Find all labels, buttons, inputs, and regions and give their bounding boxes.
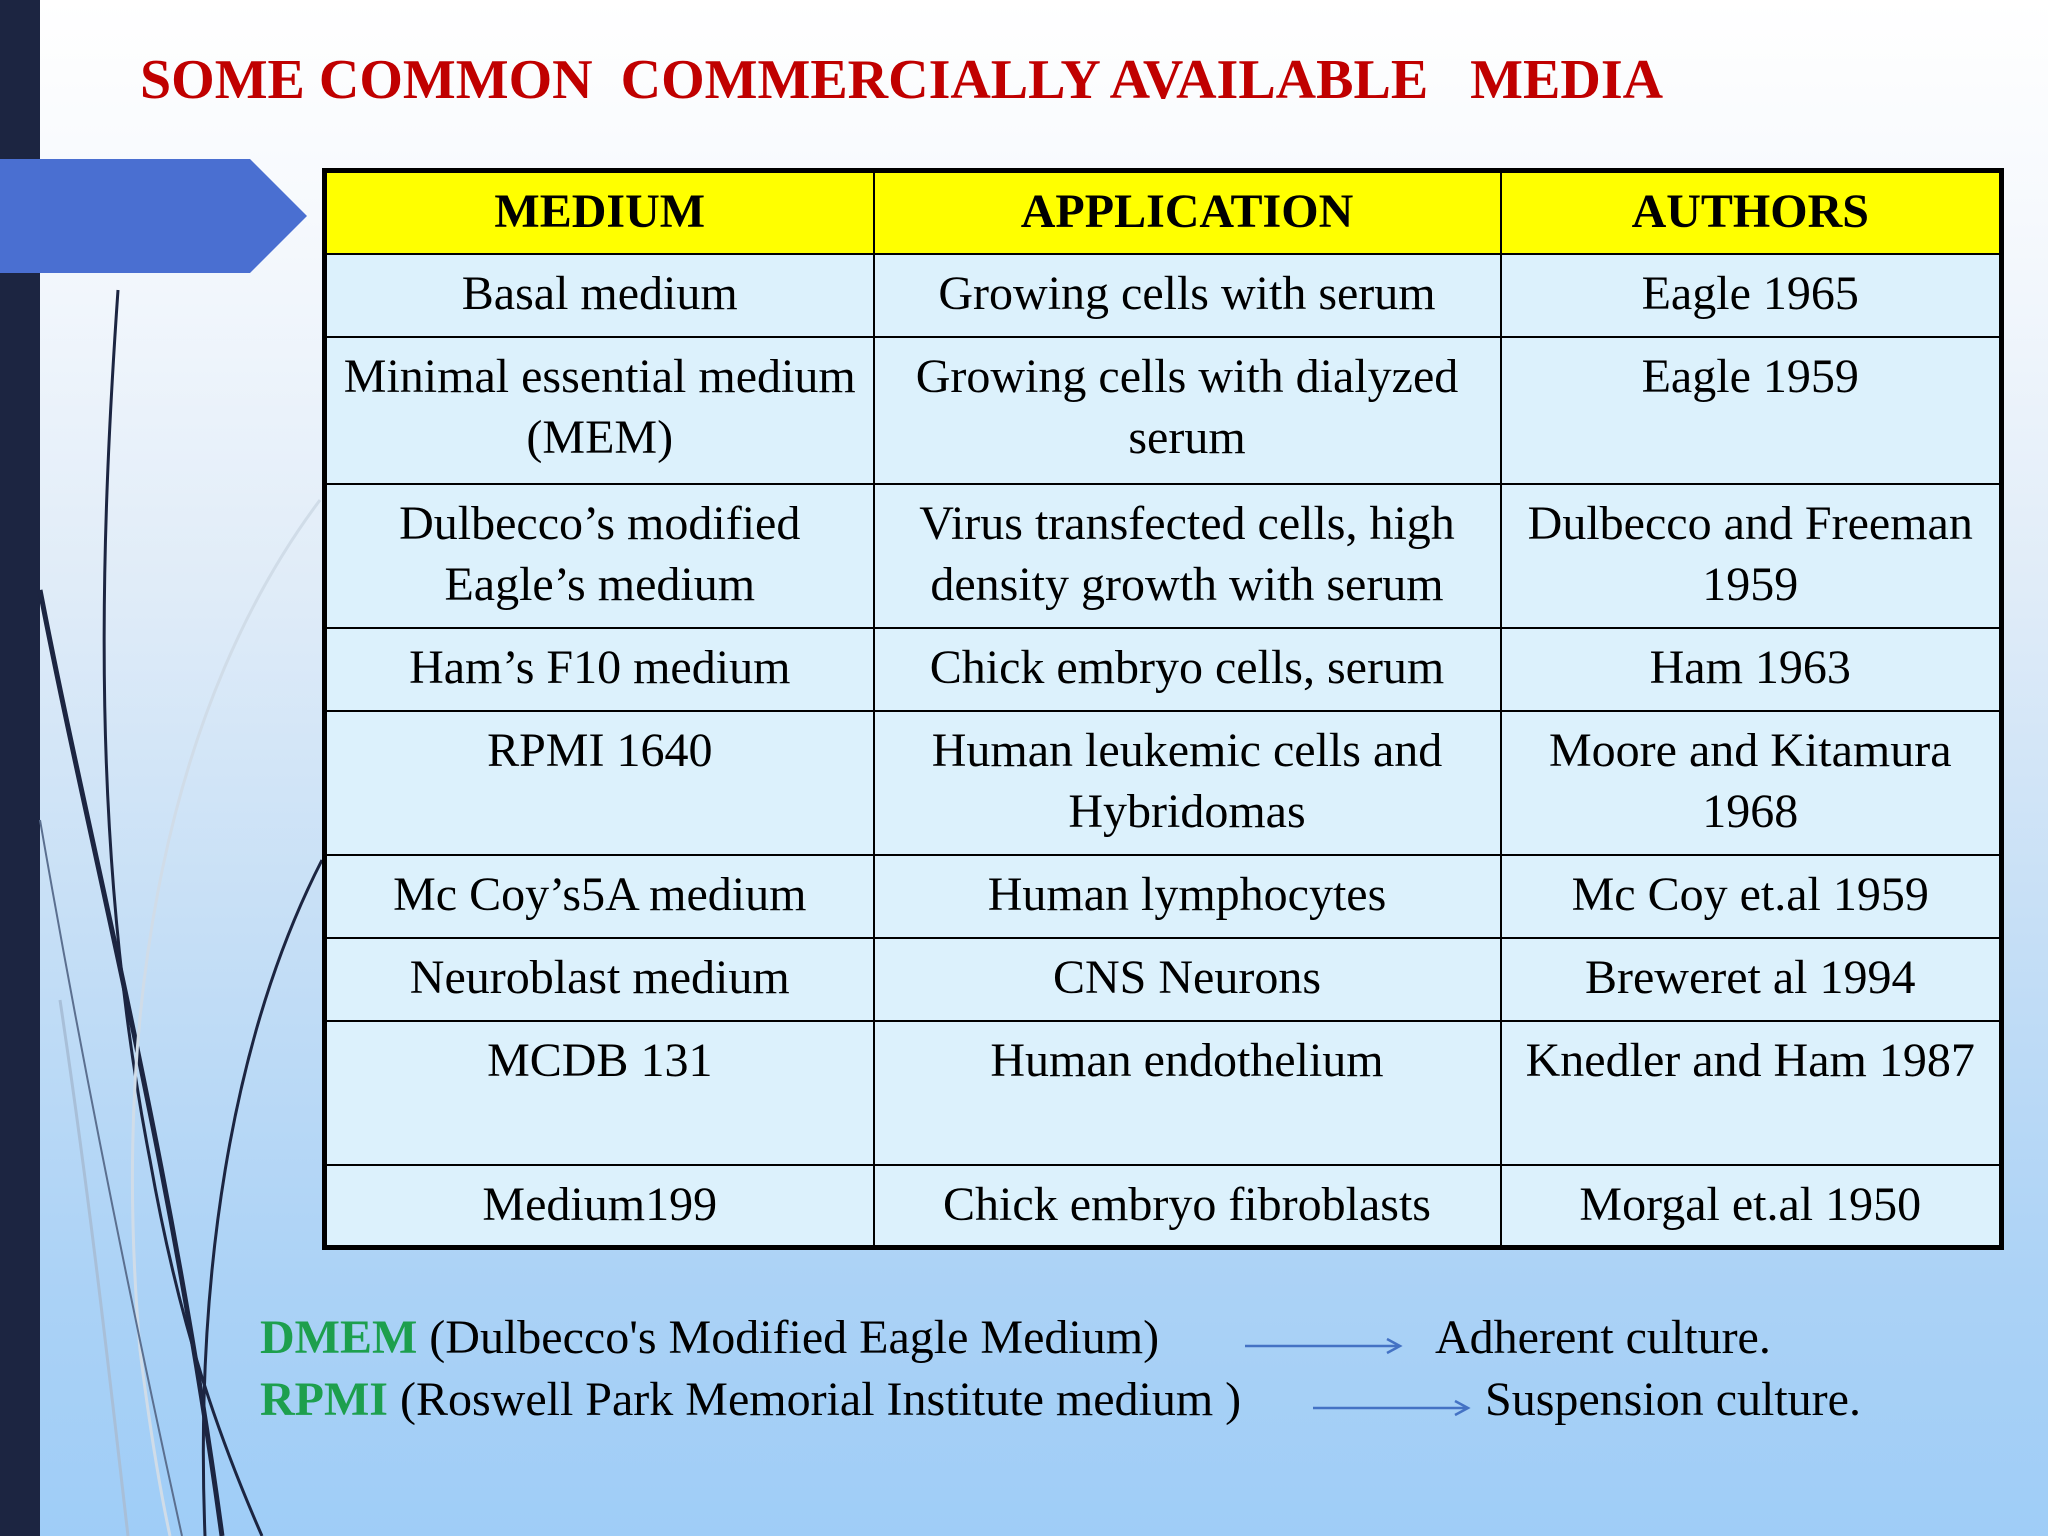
header-application: APPLICATION	[874, 171, 1501, 254]
table-row	[325, 711, 2002, 855]
table-row	[325, 337, 2002, 484]
note-dmem	[260, 1310, 2010, 1372]
note-abbr: RPMI	[260, 1373, 388, 1426]
cell-authors: Morgal et.al 1950	[1501, 1165, 2002, 1248]
note-full-name: (Roswell Park Memorial Institute medium )	[387, 1373, 1242, 1426]
table-row	[325, 855, 2002, 938]
cell-application: Human leukemic cells and Hybridomas	[874, 711, 1501, 855]
table-row	[325, 254, 2002, 337]
cell-medium: RPMI 1640	[325, 711, 874, 855]
cell-application: Chick embryo fibroblasts	[874, 1165, 1501, 1248]
cell-authors: Knedler and Ham 1987	[1501, 1021, 2002, 1165]
cell-application: Human endothelium	[874, 1021, 1501, 1165]
cell-medium: MCDB 131	[325, 1021, 874, 1165]
table-row	[325, 628, 2002, 711]
cell-medium: Ham’s F10 medium	[325, 628, 874, 711]
decorative-swooshes	[0, 0, 330, 1536]
header-medium: MEDIUM	[325, 171, 874, 254]
cell-authors: Moore and Kitamura 1968	[1501, 711, 2002, 855]
media-table	[322, 168, 2004, 1250]
table-row	[325, 484, 2002, 628]
cell-medium: Mc Coy’s5A medium	[325, 855, 874, 938]
cell-authors: Ham 1963	[1501, 628, 2002, 711]
slide-title: SOME COMMON COMMERCIALLY AVAILABLE MEDIA	[140, 49, 1664, 111]
cell-application: Growing cells with serum	[874, 254, 1501, 337]
cell-medium: Neuroblast medium	[325, 938, 874, 1021]
right-arrow-icon	[1245, 1336, 1405, 1356]
cell-application: CNS Neurons	[874, 938, 1501, 1021]
note-result: Adherent culture.	[1435, 1311, 1771, 1364]
cell-application: Growing cells with dialyzed serum	[874, 337, 1501, 484]
header-authors: AUTHORS	[1501, 171, 2002, 254]
note-abbr: DMEM	[260, 1311, 418, 1364]
media-notes	[260, 1310, 2010, 1434]
note-result: Suspension culture.	[1485, 1373, 1861, 1426]
table-row	[325, 1165, 2002, 1248]
cell-authors: Eagle 1959	[1501, 337, 2002, 484]
header-row	[325, 171, 2002, 254]
table-row	[325, 938, 2002, 1021]
cell-authors: Eagle 1965	[1501, 254, 2002, 337]
note-rpmi	[260, 1372, 2010, 1434]
cell-authors: Breweret al 1994	[1501, 938, 2002, 1021]
note-full-name: (Dulbecco's Modified Eagle Medium)	[417, 1311, 1160, 1364]
cell-medium: Basal medium	[325, 254, 874, 337]
cell-medium: Medium199	[325, 1165, 874, 1248]
cell-medium: Minimal essential medium (MEM)	[325, 337, 874, 484]
cell-application: Chick embryo cells, serum	[874, 628, 1501, 711]
cell-authors: Mc Coy et.al 1959	[1501, 855, 2002, 938]
cell-medium: Dulbecco’s modified Eagle’s medium	[325, 484, 874, 628]
cell-authors: Dulbecco and Freeman 1959	[1501, 484, 2002, 628]
cell-application: Human lymphocytes	[874, 855, 1501, 938]
table-row	[325, 1021, 2002, 1165]
right-arrow-icon	[1313, 1398, 1473, 1418]
cell-application: Virus transfected cells, high density growth with serum	[874, 484, 1501, 628]
